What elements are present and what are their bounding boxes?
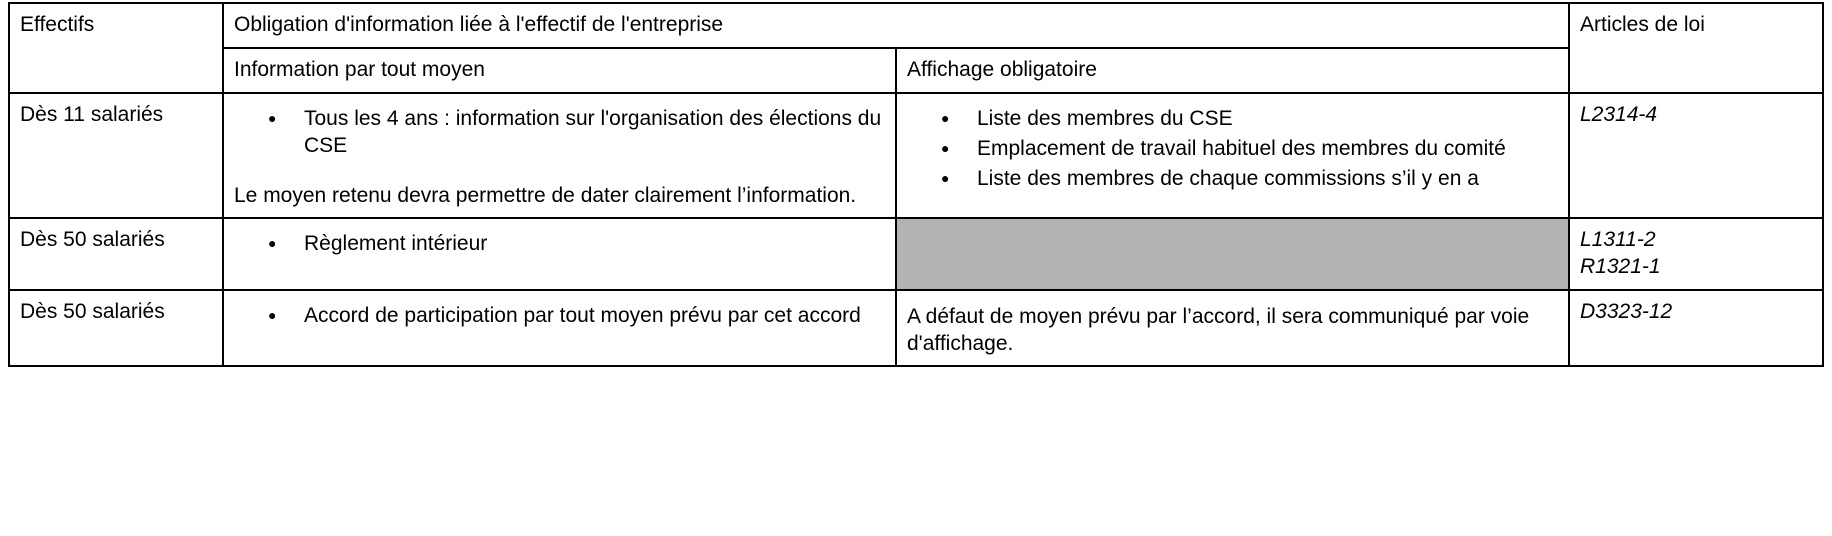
cell-effectifs: Dès 50 salariés xyxy=(9,218,223,290)
bullet-list-moyen xyxy=(234,303,885,330)
cell-effectifs: Dès 50 salariés xyxy=(9,290,223,367)
table-header-row-main xyxy=(9,3,1823,48)
cell-articles: D3323-12 xyxy=(1569,290,1823,367)
table-row xyxy=(9,290,1823,367)
table-row xyxy=(9,218,1823,290)
cell-effectifs: Dès 11 salariés xyxy=(9,93,223,218)
list-item: ● Tous les 4 ans : information sur l'organisation des élections du CSE xyxy=(268,106,885,160)
list-item: ● Liste des membres de chaque commissions s’il y en a xyxy=(941,166,1558,193)
bullet-list-moyen xyxy=(234,106,885,160)
list-item: ● Emplacement de travail habituel des membres du comité xyxy=(941,136,1558,163)
affichage-text: A défaut de moyen prévu par l’accord, il sera communiqué par voie d'affichage. xyxy=(907,304,1530,355)
list-item: ● Liste des membres du CSE xyxy=(941,106,1558,133)
header-effectifs: Effectifs xyxy=(9,3,223,93)
cell-information-moyen xyxy=(223,93,896,218)
cell-articles: L2314-4 xyxy=(1569,93,1823,218)
cell-affichage xyxy=(896,93,1569,218)
cell-information-moyen xyxy=(223,290,896,367)
bullet-list-moyen xyxy=(234,231,885,258)
header-information-moyen: Information par tout moyen xyxy=(223,48,896,93)
table-row xyxy=(9,93,1823,218)
cell-affichage xyxy=(896,290,1569,367)
bullet-list-affichage xyxy=(907,106,1558,193)
table-header-row-sub xyxy=(9,48,1823,93)
header-affichage: Affichage obligatoire xyxy=(896,48,1569,93)
list-item: ● Accord de participation par tout moyen prévu par cet accord xyxy=(268,303,885,330)
header-articles: Articles de loi xyxy=(1569,3,1823,93)
moyen-note: Le moyen retenu devra permettre de dater clairement l’information. xyxy=(234,183,857,207)
cell-articles: L1311-2 R1321-1 xyxy=(1569,218,1823,290)
document-page xyxy=(0,2,1832,536)
list-item: ● Règlement intérieur xyxy=(268,231,885,258)
table-body xyxy=(9,93,1823,366)
header-obligation: Obligation d'information liée à l'effectif de l'entreprise xyxy=(223,3,1569,48)
cell-affichage-empty xyxy=(896,218,1569,290)
table-header xyxy=(9,3,1823,93)
obligations-table xyxy=(8,2,1824,367)
cell-information-moyen xyxy=(223,218,896,290)
